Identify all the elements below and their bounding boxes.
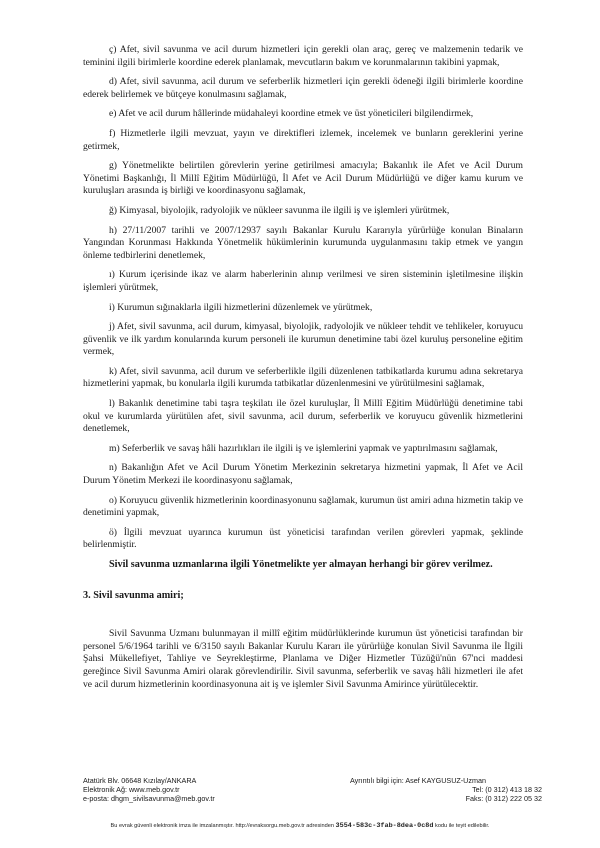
- footer-contact: Ayrıntılı bilgi için: Asef KAYGUSUZ-Uzman: [350, 776, 486, 785]
- verification-note: [0, 822, 600, 830]
- paragraph-n: n) Bakanlığın Afet ve Acil Durum Yönetim Merkezinin sekretarya hizmetini yapmak, İl Afet ve Acil Durum Yönetim Merkezi ile koordinasyonu sağlamak,: [83, 462, 523, 487]
- paragraph-l: l) Bakanlık denetimine tabi taşra teşkilatı ile özel kuruluşlar, İl Millî Eğitim Müdürlüğü denetimine tabi okul ve kurumlarda yürütülen afet, sivil savunma, acil durum, seferberlik ve koruyucu güvenlik hizmetlerini denetlemek,: [83, 398, 523, 435]
- section-paragraph: Sivil Savunma Uzmanı bulunmayan il millî eğitim müdürlüklerinde kurumun üst yöneticisi tarafından bir personel 5/6/1964 tarihli ve 6/3150 sayılı Bakanlar Kurulu Kararı ile yürürlüğe konulan Sivil Savunma ile İlgili Şahsi Mükellefiyet, Tahliye ve Seyrekleştirme, Planlama ve Diğer Hizmetler Tüzüğü'nün 67'nci maddesi gereğince Sivil Savunma Amiri olarak görevlendirilir. Sivil savunma, seferberlik ve savaş hâli hizmetleri ile afet ve acil durum hizmetlerinin koordinasyonuna ait iş ve işlemler Sivil Savunma Amirince yürütülecektir.: [83, 628, 523, 690]
- footer-phone: Tel: (0 312) 413 18 32: [472, 785, 542, 795]
- paragraph-g: g) Yönetmelikte belirtilen görevlerin yerine getirilmesi amacıyla; Bakanlık ile Afet ve Acil Durum Yönetimi Başkanlığı, İl Millî Eğitim Müdürlüğü, İl Afet ve Acil Durum Müdürlüğü ve diğer kamu kurum ve kuruluşları arasında iş birliği ve koordinasyonu sağlamak,: [83, 160, 523, 197]
- verification-prefix: Bu evrak güvenli elektronik imza ile imzalanmıştır. http://evraksorgu.meb.gov.tr adresinden: [110, 823, 334, 829]
- paragraph-d: d) Afet, sivil savunma, acil durum ve seferberlik hizmetleri için gerekli ödeneği ilgili birimlerle koordine ederek belirlemek ve bütçeye konulmasını sağlamak,: [83, 76, 523, 100]
- footer-fax: Faks: (0 312) 222 05 32: [465, 794, 542, 804]
- footer-address-block: [83, 776, 313, 804]
- paragraph-gg: ğ) Kimyasal, biyolojik, radyolojik ve nükleer savunma ile ilgili iş ve işlemleri yürütmek,: [109, 204, 450, 216]
- paragraph-j: j) Afet, sivil savunma, acil durum, kimyasal, biyolojik, radyolojik ve nükleer tehdit ve tehlikeler, koruyucu güvenlik ve ilk yardım konularında kurum personeli ile kurumun denetimine tabi özel kuruluş personeline eğitim vermek,: [83, 321, 523, 358]
- footer-web[interactable]: Elektronik Ağ: www.meb.gov.tr: [83, 785, 180, 795]
- paragraph-f: f) Hizmetlerle ilgili mevzuat, yayın ve direktifleri izlemek, incelemek ve bunların gereklerini yerine getirmek,: [83, 127, 523, 152]
- section-heading: 3. Sivil savunma amiri;: [83, 589, 184, 601]
- paragraph-oo: ö) İlgili mevzuat uyarınca kurumun üst yöneticisi tarafından verilen görevleri yapmak, şeklinde belirlenmiştir.: [83, 526, 523, 551]
- paragraph-e: e) Afet ve acil durum hâllerinde müdahaleyi koordine etmek ve üst yöneticileri bilgilendirmek,: [109, 108, 474, 120]
- verification-code: 3554-583c-3fab-8dea-0c8d: [335, 822, 434, 830]
- paragraph-i: i) Kurumun sığınaklarla ilgili hizmetlerini düzenlemek ve yürütmek,: [109, 301, 373, 313]
- paragraph-o: o) Koruyucu güvenlik hizmetlerinin koordinasyonunu sağlamak, kurumun üst amiri adına hizmetin takip ve denetimini yapmak,: [83, 494, 523, 519]
- verification-suffix: kodu ile teyit edilebilir.: [435, 823, 490, 829]
- emphasis-statement: Sivil savunma uzmanlarına ilgili Yönetmelikte yer almayan herhangi bir görev verilmez.: [109, 559, 493, 570]
- paragraph-k: k) Afet, sivil savunma, acil durum ve seferberlikle ilgili düzenlenen tatbikatlarda kurumu adına sekretarya hizmetlerini yapmak, bu konularla ilgili kurumda tatbikatlar düzenlenmesini ve yürütülmesini sağlamak,: [83, 365, 523, 390]
- paragraph-i-dotless: ı) Kurum içerisinde ikaz ve alarm haberlerinin alınıp verilmesi ve siren sisteminin işletilmesine ilişkin işlemleri yürütmek,: [83, 269, 523, 293]
- paragraph-h: h) 27/11/2007 tarihli ve 2007/12937 sayılı Bakanlar Kurulu Kararıyla yürürlüğe konulan Binaların Yangından Korunması Hakkında Yönetmelik hükümlerinin kurumunda uygulanmasını takip etmek ve yangın önleme tedbirlerini denetlemek,: [83, 224, 523, 261]
- footer-email[interactable]: e-posta: dhgm_sivilsavunma@meb.gov.tr: [83, 794, 215, 804]
- footer-contact-block: [350, 776, 550, 804]
- footer-address: Atatürk Blv. 06648 Kızılay/ANKARA: [83, 776, 197, 785]
- paragraph-c: ç) Afet, sivil savunma ve acil durum hizmetleri için gerekli olan araç, gereç ve malzemenin tedarik ve teminini ilgili birimlerle koordine ederek planlamak, mevcutların bakım ve korunmalarının takibini yapmak,: [83, 44, 523, 68]
- paragraph-m: m) Seferberlik ve savaş hâli hazırlıkları ile ilgili iş ve işlemlerini yapmak ve yaptırılmasını sağlamak,: [109, 442, 498, 454]
- document-body: [83, 44, 523, 698]
